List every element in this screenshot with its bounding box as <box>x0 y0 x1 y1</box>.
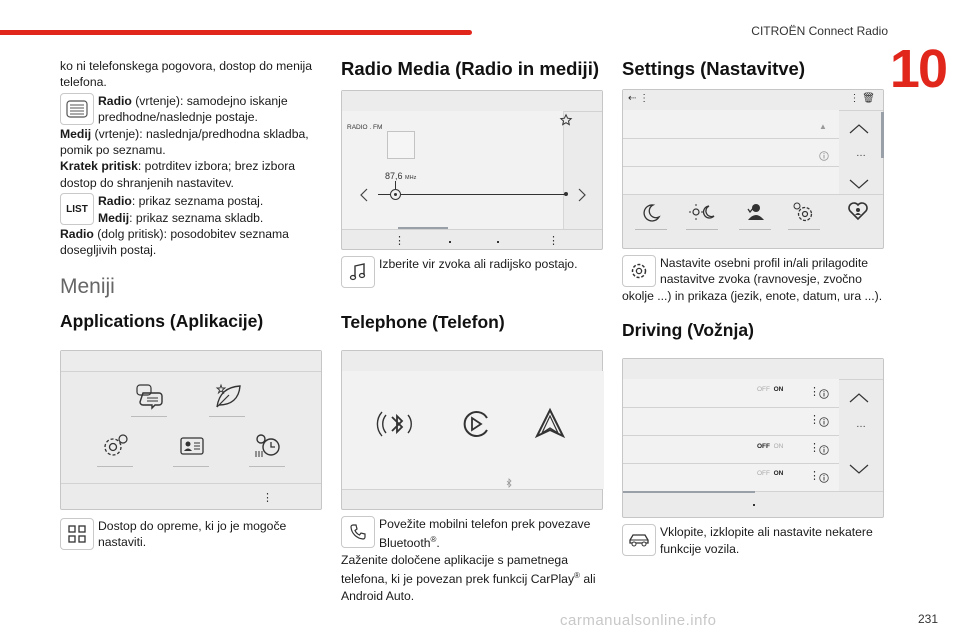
driving-scroll-down-icon[interactable] <box>849 461 869 479</box>
settings-screen: ⇠ ⋮ ⋮ 🗑 ▲ … <box>622 89 884 249</box>
driving-info-icon-4[interactable] <box>819 470 829 488</box>
chapter-number: 10 <box>889 39 946 99</box>
apps-desc-row <box>60 518 322 551</box>
telephone-screen <box>341 350 603 510</box>
apps-desc: Dostop do opreme, ki jo je mogoče nastaviti. <box>98 518 287 550</box>
apps-grid-icon <box>60 518 94 550</box>
settings-desc-first: Nastavite osebni profil in/ali prilagodite nastavitve zvoka (ravnovesje, zvočno <box>660 256 868 287</box>
car-icon <box>622 524 656 556</box>
column-left <box>60 58 322 551</box>
settings-back-icon[interactable]: ⇠ ⋮ <box>628 93 650 104</box>
bluetooth-status-icon <box>506 475 512 493</box>
settings-desc-row <box>622 255 884 288</box>
vehicle-settings-icon[interactable] <box>101 433 133 467</box>
music-note-icon <box>341 256 375 288</box>
driving-info-icon-2[interactable] <box>819 414 829 432</box>
favorite-star-icon[interactable] <box>560 113 572 131</box>
phone-desc-row <box>341 516 603 552</box>
eco-leaf-icon[interactable] <box>213 383 245 417</box>
phone-desc: Povežite mobilni telefon prek povezave Bluetooth®. <box>379 517 591 551</box>
brightness-icon[interactable] <box>689 202 718 230</box>
android-auto-icon[interactable] <box>534 408 566 445</box>
apps-more-options-icon[interactable]: ⋮ <box>262 491 273 504</box>
bluetooth-phone-icon[interactable] <box>380 407 414 446</box>
user-manual-icon[interactable] <box>177 433 209 467</box>
driving-info-icon-1[interactable] <box>819 386 829 404</box>
profile-warning-icon: ▲ <box>819 122 827 131</box>
driving-heading: Driving (Vožnja) <box>622 320 754 341</box>
night-mode-icon[interactable] <box>641 202 667 230</box>
page-number: 231 <box>917 612 938 626</box>
driving-desc-row <box>622 524 884 557</box>
intro-text: ko ni telefonskega pogovora, dostop do menija telefona. <box>60 59 313 90</box>
phone-desc-extra: Zaženite določene aplikacije s pametnega telefona, ki je povezan prek funkcij CarPlay® ali Android Auto. <box>341 552 596 603</box>
rotary-row <box>60 93 322 126</box>
radio-frequency: 87,6 MHz <box>385 171 417 181</box>
settings-scroll-down-icon[interactable] <box>849 176 869 194</box>
clock-timer-icon[interactable] <box>253 433 285 467</box>
radio-desc: Izberite vir zvoka ali radijsko postajo. <box>379 257 578 271</box>
watermark: carmanualsonline.info <box>560 612 717 629</box>
driving-tab-indicator <box>623 491 755 493</box>
column-middle <box>341 58 603 604</box>
settings-trash-icon[interactable]: ⋮ 🗑 <box>849 93 875 104</box>
radio-desc-row <box>341 256 603 288</box>
applications-screen <box>60 350 322 510</box>
profile-info-icon[interactable] <box>819 148 829 166</box>
list-row <box>60 193 322 226</box>
system-settings-icon[interactable] <box>793 202 820 230</box>
short-press-text: Kratek pritisk: potrditev izbora; brez izbora dostop do shranjenih nastavitev. <box>60 159 296 190</box>
list-button-icon: LIST <box>60 193 94 225</box>
list-text: Radio: prikaz seznama postaj. Medij: prikaz seznama skladb. <box>98 194 264 225</box>
settings-scroll-up-icon[interactable] <box>849 121 869 139</box>
phone-handset-icon <box>341 516 375 548</box>
rotary-radio-text: Radio (vrtenje): samodejno iskanje predhodne/naslednje postaje. <box>98 93 288 125</box>
frequency-slider[interactable] <box>378 194 566 195</box>
radio-source-label: RADIO . FM <box>347 124 383 131</box>
previous-station-chevron-icon[interactable] <box>360 188 368 207</box>
settings-scrollbar[interactable] <box>881 112 884 158</box>
toggle-row-1[interactable]: OFF ON <box>757 386 784 394</box>
settings-heading: Settings (Nastavitve) <box>622 58 805 79</box>
connected-heart-icon[interactable] <box>847 200 869 227</box>
toggle-row-3[interactable]: OFF ON <box>757 443 784 451</box>
header-accent-bar <box>0 30 472 35</box>
radio-more-icon[interactable]: ⋮ <box>548 235 559 247</box>
carplay-icon[interactable] <box>460 408 492 445</box>
toggle-row-4[interactable]: OFF ON <box>757 470 784 478</box>
telephone-heading: Telephone (Telefon) <box>341 312 505 332</box>
long-press-text: Radio (dolg pritisk): posodobitev seznama dosegljivih postaj. <box>60 227 289 258</box>
column-right <box>622 58 884 557</box>
radio-tab-indicator <box>398 227 448 229</box>
settings-desc-cont: okolje ...) in prikaza (jezik, enote, datum, ura ...). <box>622 288 883 303</box>
station-logo-placeholder <box>387 131 415 159</box>
profile-user-icon[interactable] <box>745 202 771 230</box>
connected-services-icon[interactable] <box>135 383 167 417</box>
apps-heading: Applications (Aplikacije) <box>60 310 264 331</box>
radio-heading: Radio Media (Radio in mediji) <box>341 58 599 79</box>
driving-scroll-up-icon[interactable] <box>849 390 869 408</box>
header-title: CITROËN Connect Radio <box>751 24 888 38</box>
menus-heading: Meniji <box>60 274 115 298</box>
radio-options-icon[interactable]: ⋮ <box>394 235 405 247</box>
driving-info-icon-3[interactable] <box>819 442 829 460</box>
radio-media-screen <box>341 90 603 250</box>
rotary-media-text: Medij (vrtenje): naslednja/predhodna skladba, pomik po seznamu. <box>60 126 309 158</box>
next-station-chevron-icon[interactable] <box>578 188 586 207</box>
driving-desc: Vklopite, izklopite ali nastavite nekatere funkcije vozila. <box>660 525 873 556</box>
driving-screen: OFF ON ⋮ ⋮ OFF ON ⋮ OFF ON ⋮ … <box>622 358 884 518</box>
settings-gear-icon <box>622 255 656 287</box>
rotary-knob-icon <box>60 93 94 125</box>
